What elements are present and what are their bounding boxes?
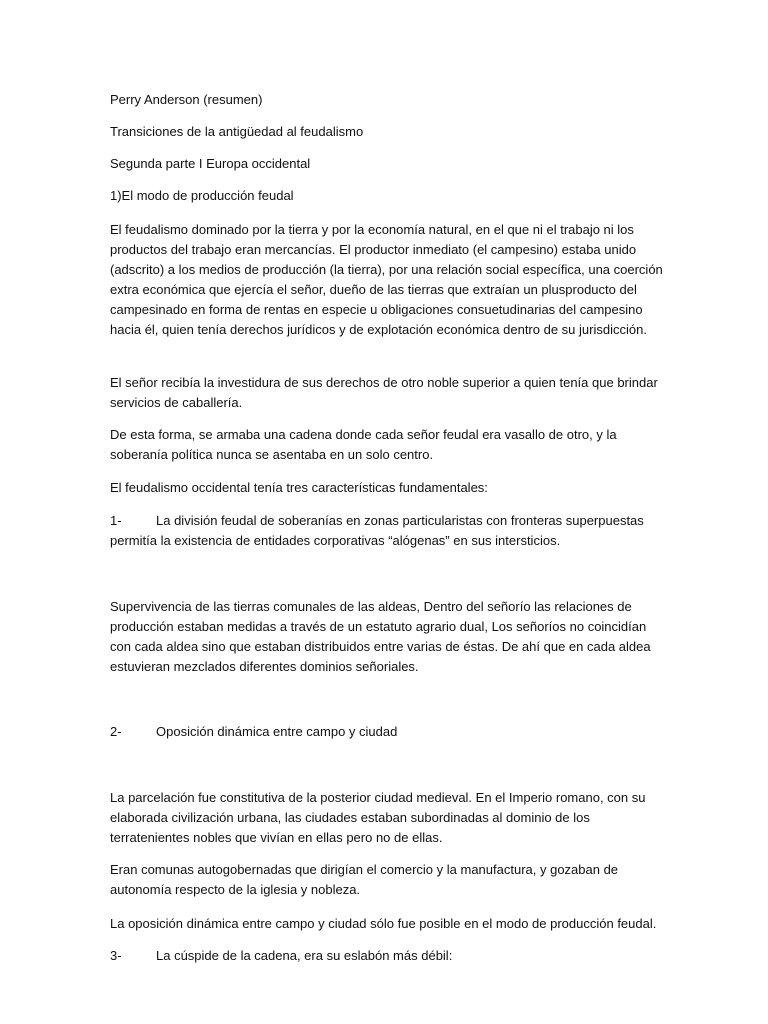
- paragraph-three-features: El feudalismo occidental tenía tres características fundamentales:: [110, 480, 488, 495]
- list-item-2: [110, 722, 670, 742]
- list-item-1: [110, 511, 670, 551]
- paragraph-opposition: La oposición dinámica entre campo y ciudad sólo fue posible en el modo de producción feudal.: [110, 916, 657, 931]
- book-title-line: Transiciones de la antigüedad al feudalismo: [110, 124, 364, 139]
- paragraph-feudal-mode: El feudalismo dominado por la tierra y por la economía natural, en el que ni el trabajo ni los productos del trabajo eran mercancías. El productor inmediato (el campesino) estaba unido (adscrito) a los medios de producción (la tierra), por una relación social específica, una coerción extra económica que ejercía el señor, dueño de las tierras que extraían un plusproducto del campesinado en forma de rentas en especie u obligaciones consuetudinarias del campesino hacia él, quien tenía derechos jurídicos y de explotación económica dentro de su jurisdicción.: [110, 222, 663, 337]
- paragraph-parcelation: La parcelación fue constitutiva de la posterior ciudad medieval. En el Imperio romano, con su elaborada civilización urbana, las ciudades estaban subordinadas al dominio de los terratenientes nobles que vivían en ellas pero no de ellas.: [110, 790, 646, 845]
- paragraph-communes: Eran comunas autogobernadas que dirigían el comercio y la manufactura, y gozaban de autonomía respecto de la iglesia y nobleza.: [110, 862, 619, 897]
- part-title-line: Segunda parte I Europa occidental: [110, 156, 311, 171]
- paragraph-investiture: El señor recibía la investidura de sus derechos de otro noble superior a quien tenía que brindar servicios de caballería.: [110, 375, 658, 410]
- list-item-text: Oposición dinámica entre campo y ciudad: [156, 724, 398, 739]
- section-heading: 1)El modo de producción feudal: [110, 188, 294, 203]
- list-item-3: [110, 946, 670, 966]
- list-item-number: 2-: [110, 724, 122, 739]
- list-item-number: 1-: [110, 513, 122, 528]
- paragraph-chain: De esta forma, se armaba una cadena donde cada señor feudal era vasallo de otro, y la soberanía política nunca se asentaba en un solo centro.: [110, 427, 617, 462]
- author-line: Perry Anderson (resumen): [110, 92, 263, 107]
- list-item-number: 3-: [110, 948, 122, 963]
- list-item-text: La cúspide de la cadena, era su eslabón más débil:: [156, 948, 453, 963]
- list-item-text: La división feudal de soberanías en zonas particularistas con fronteras superpuestas permitía la existencia de entidades corporativas “alógenas” en sus intersticios.: [110, 513, 644, 548]
- paragraph-communal-lands: Supervivencia de las tierras comunales de las aldeas, Dentro del señorío las relaciones de producción estaban medidas a través de un estatuto agrario dual, Los señoríos no coincidían con cada aldea sino que estaban distribuidos entre varias de éstas. De ahí que en cada aldea estuvieran mezclados diferentes dominios señoriales.: [110, 599, 651, 674]
